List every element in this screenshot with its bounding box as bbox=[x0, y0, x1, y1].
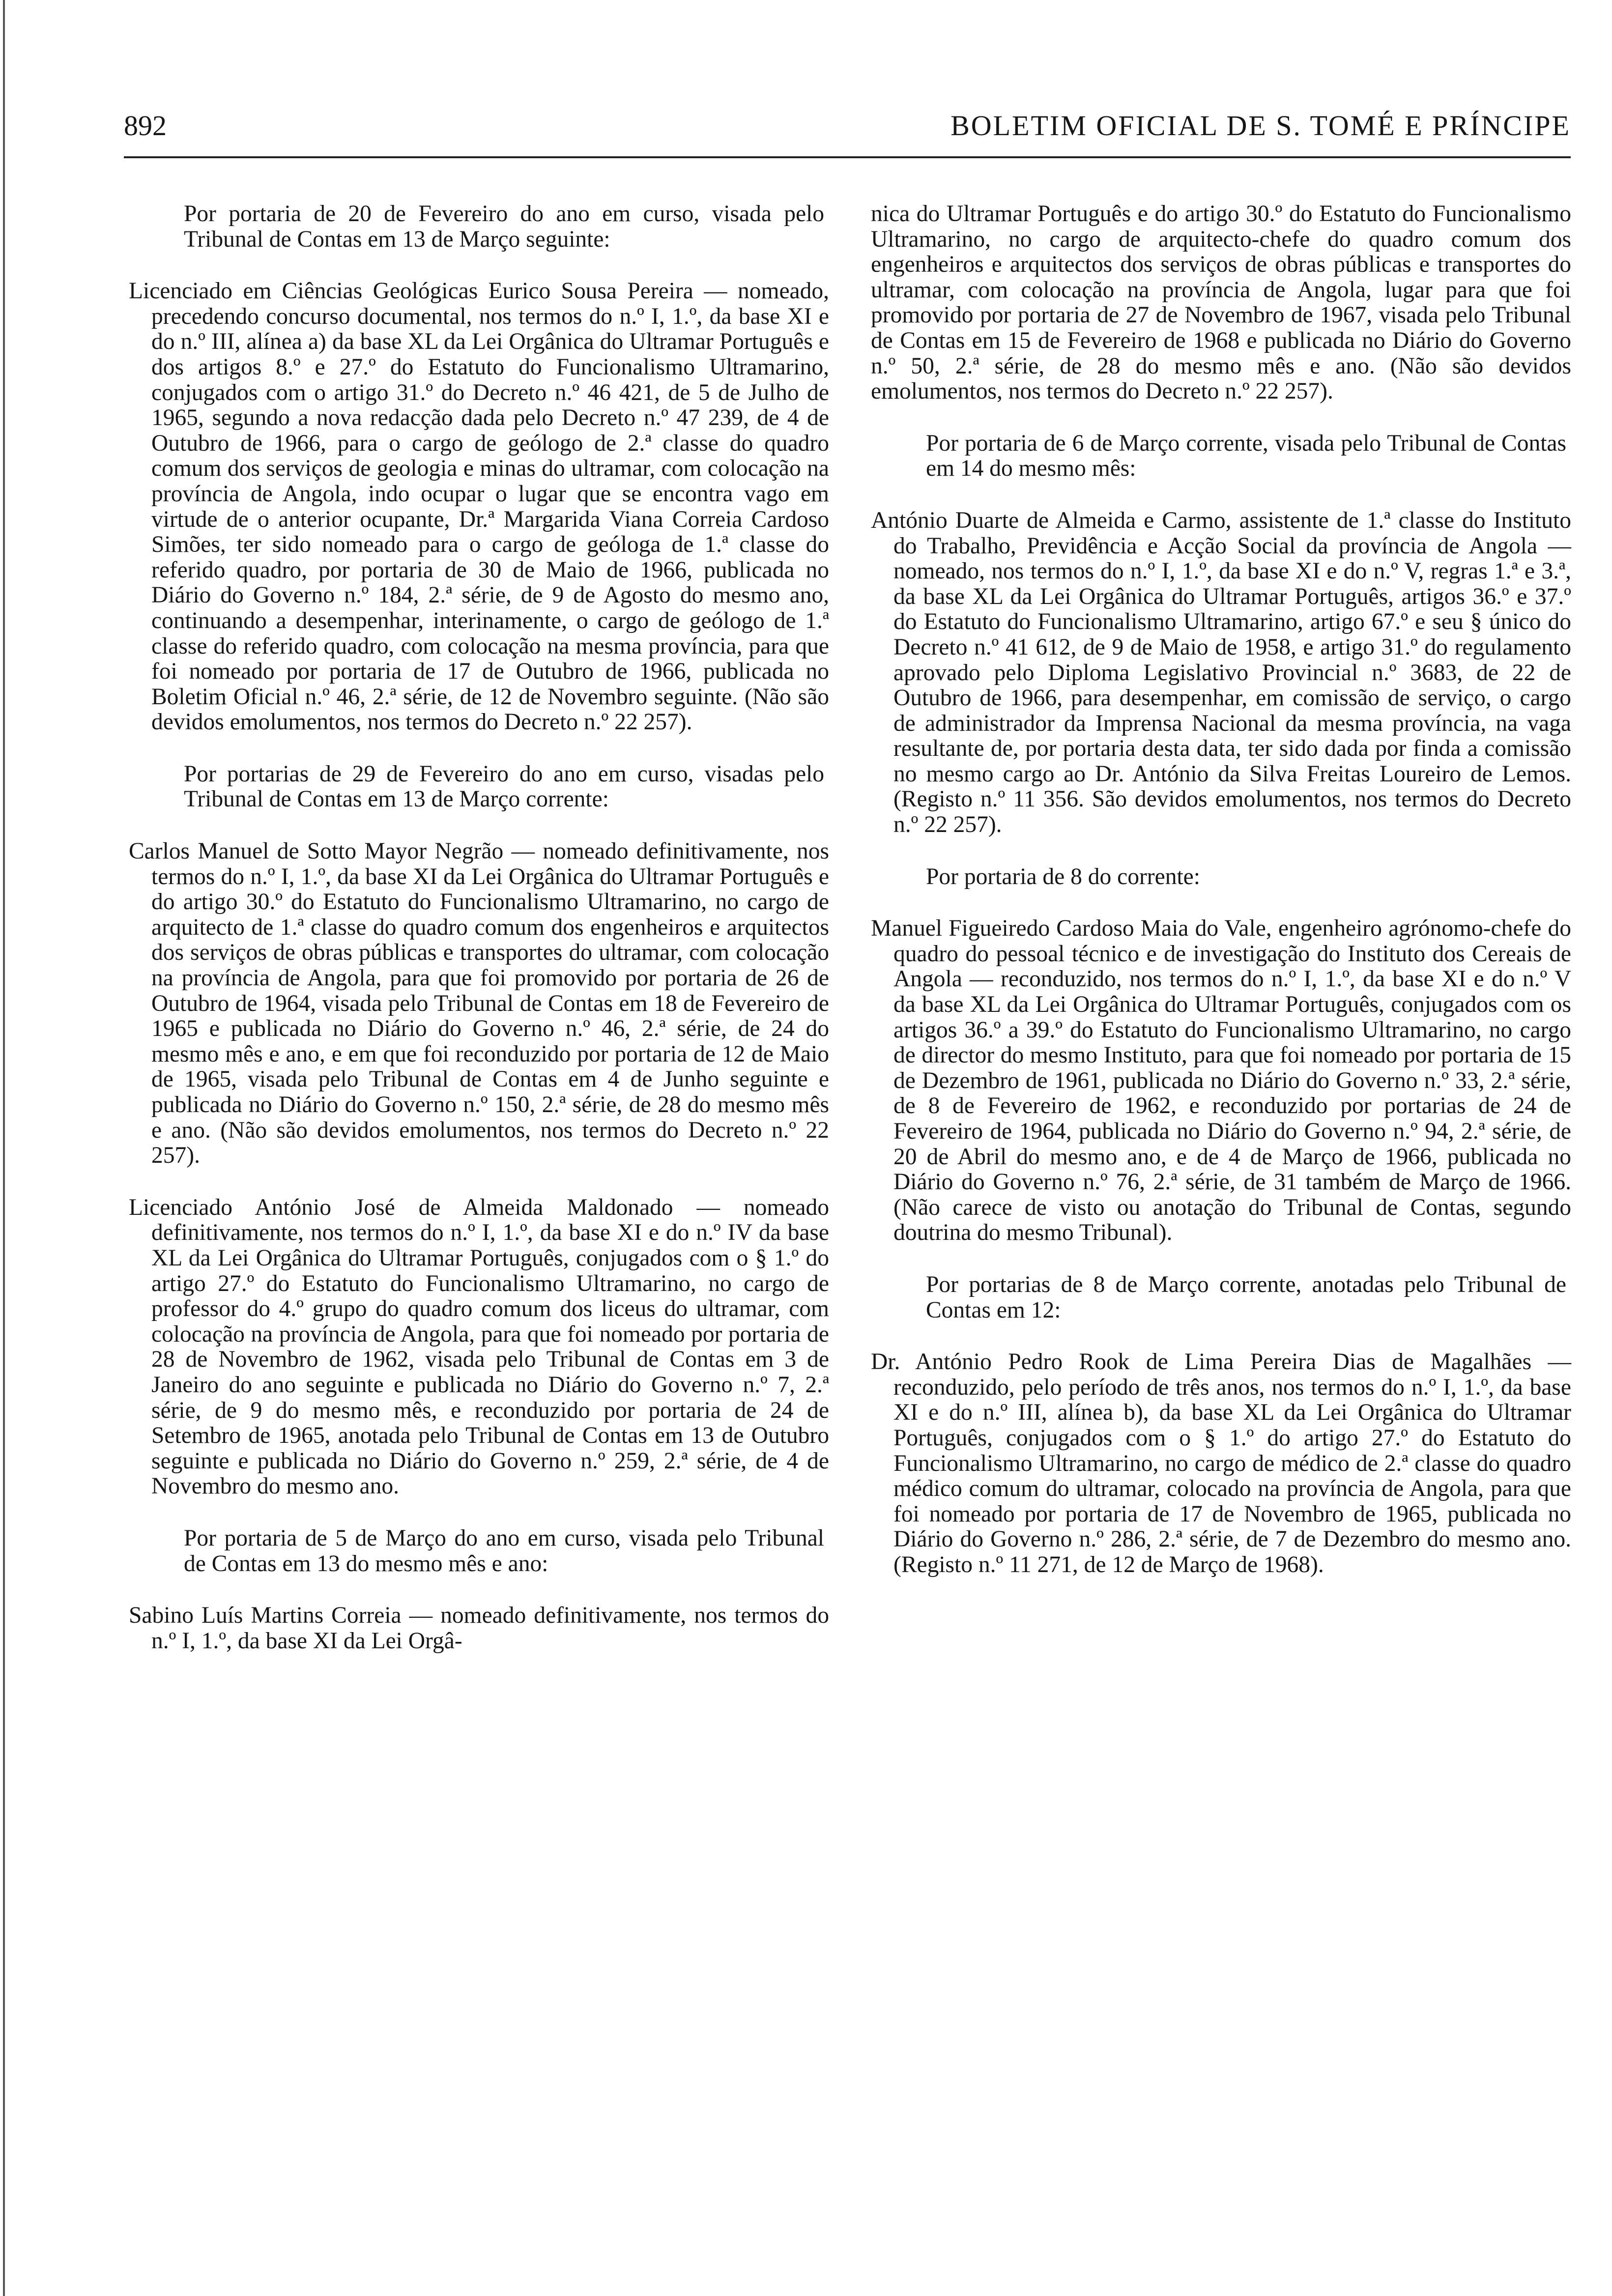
portaria-intro: Por portaria de 8 do corrente: bbox=[926, 863, 1200, 890]
portaria-intro: Por portaria de 5 de Março do ano em curso, visada pelo Tribunal de Contas em 13 do mesmo mês e ano: bbox=[184, 1525, 824, 1577]
appointment-entry bbox=[871, 508, 1571, 838]
entry-text: António Duarte de Almeida e Carmo, assistente de 1.ª classe do Instituto do Trabalho, Previdência e Acção Social da província de Angola — nomeado, nos termos do n.º I, 1.º, da base XI e do n.º V, regras 1.ª e 3.ª, da base XL da Lei Orgânica do Ultramar Português, artigos 36.º e 37.º do Estatuto do Funcionalismo Ultramarino, artigo 67.º e seu § único do Decreto n.º 41 612, de 9 de Maio de 1958, e artigo 31.º do regulamento aprovado pelo Diploma Legislativo Provincial n.º 3683, de 22 de Outubro de 1966, para desempenhar, em comissão de serviço, o cargo de administrador da Imprensa Nacional da mesma província, na vaga resultante de, por portaria desta data, ter sido dada por finda a comissão no mesmo cargo ao Dr. António da Silva Freitas Loureiro de Lemos. (Registo n.º 11 356. São devidos emolumentos, nos termos do Decreto n.º 22 257). bbox=[871, 507, 1571, 838]
running-title: BOLETIM OFICIAL DE S. TOMÉ E PRÍNCIPE bbox=[950, 110, 1571, 142]
page-number: 892 bbox=[124, 110, 167, 142]
left-column bbox=[129, 201, 829, 1680]
appointment-entry bbox=[871, 916, 1571, 1246]
entry-text: Manuel Figueiredo Cardoso Maia do Vale, engenheiro agrónomo-chefe do quadro do pessoal técnico e de investigação do Instituto dos Cereais de Angola — reconduzido, nos termos do n.º I, 1.º, da base XI e do n.º V da base XL da Lei Orgânica do Ultramar Português, conjugados com os artigos 36.º a 39.º do Estatuto do Funcionalismo Ultramarino, no cargo de director do mesmo Instituto, para que foi nomeado por portaria de 15 de Dezembro de 1961, publicada no Diário do Governo n.º 33, 2.ª série, de 8 de Fevereiro de 1962, e reconduzido por portarias de 24 de Fevereiro de 1964, publicada no Diário do Governo n.º 94, 2.ª série, de 20 de Abril do mesmo ano, e de 4 de Março de 1966, publicada no Diário do Governo n.º 76, 2.ª série, de 31 também de Março de 1966. (Não carece de visto ou anotação do Tribunal de Contas, segundo doutrina do mesmo Tribunal). bbox=[871, 916, 1571, 1246]
entry-text: Licenciado em Ciências Geológicas Eurico Sousa Pereira — nomeado, precedendo concurso documental, nos termos do n.º I, 1.º, da base XI e do n.º III, alínea a) da base XL da Lei Orgânica do Ultramar Português e dos artigos 8.º e 27.º do Estatuto do Funcionalismo Ultramarino, conjugados com o artigo 31.º do Decreto n.º 46 421, de 5 de Julho de 1965, segundo a nova redacção dada pelo Decreto n.º 47 239, de 4 de Outubro de 1966, para o cargo de geólogo de 2.ª classe do quadro comum dos serviços de geologia e minas do ultramar, com colocação na província de Angola, indo ocupar o lugar que se encontra vago em virtude de o anterior ocupante, Dr.ª Margarida Viana Correia Cardoso Simões, ter sido nomeado para o cargo de geóloga de 1.ª classe do referido quadro, por portaria de 30 de Maio de 1966, publicada no Diário do Governo n.º 184, 2.ª série, de 9 de Agosto do mesmo ano, continuando a desempenhar, interinamente, o cargo de geólogo de 1.ª classe do referido quadro, com colocação na mesma província, para que foi nomeado por portaria de 17 de Outubro de 1966, publicada no Boletim Oficial n.º 46, 2.ª série, de 12 de Novembro seguinte. (Não são devidos emolumentos, nos termos do Decreto n.º 22 257). bbox=[129, 278, 829, 735]
entry-text: Licenciado António José de Almeida Maldonado — nomeado definitivamente, nos termos do n.º I, 1.º, da base XI e do n.º IV da base XL da Lei Orgânica do Ultramar Português, conjugados com o § 1.º do artigo 27.º do Estatuto do Funcionalismo Ultramarino, no cargo de professor do 4.º grupo do quadro comum dos liceus do ultramar, com colocação na província de Angola, para que foi nomeado por portaria de 28 de Novembro de 1962, visada pelo Tribunal de Contas em 3 de Janeiro do ano seguinte e publicada no Diário do Governo n.º 7, 2.ª série, de 9 do mesmo mês, e reconduzido por portaria de 24 de Setembro de 1965, anotada pelo Tribunal de Contas em 13 de Outubro seguinte e publicada no Diário do Governo n.º 259, 2.ª série, de 4 de Novembro do mesmo ano. bbox=[129, 1194, 829, 1499]
portaria-intro: Por portaria de 6 de Março corrente, visada pelo Tribunal de Contas em 14 do mesmo mês: bbox=[926, 430, 1566, 482]
right-column bbox=[871, 201, 1571, 1605]
portaria-intro: Por portarias de 29 de Fevereiro do ano em curso, visadas pelo Tribunal de Contas em 13 de Março corrente: bbox=[184, 761, 824, 812]
appointment-entry bbox=[129, 1603, 829, 1654]
portaria-intro: Por portarias de 8 de Março corrente, anotadas pelo Tribunal de Contas em 12: bbox=[926, 1271, 1566, 1323]
continued-entry: nica do Ultramar Português e do artigo 30.º do Estatuto do Funcionalismo Ultramarino, no cargo de arquitecto-chefe do quadro comum dos engenheiros e arquitectos dos serviços de obras públicas e transportes do ultramar, com colocação na província de Angola, lugar para que foi promovido por portaria de 27 de Novembro de 1967, visada pelo Tribunal de Contas em 15 de Fevereiro de 1968 e publicada no Diário do Governo n.º 50, 2.ª série, de 28 do mesmo mês e ano. (Não são devidos emolumentos, nos termos do Decreto n.º 22 257). bbox=[871, 201, 1571, 404]
portaria-intro: Por portaria de 20 de Fevereiro do ano em curso, visada pelo Tribunal de Contas em 13 de Março seguinte: bbox=[184, 201, 824, 252]
appointment-entry bbox=[129, 279, 829, 735]
page-edge bbox=[3, 0, 5, 2296]
entry-text: Carlos Manuel de Sotto Mayor Negrão — nomeado definitivamente, nos termos do n.º I, 1.º, da base XI da Lei Orgânica do Ultramar Português e do artigo 30.º do Estatuto do Funcionalismo Ultramarino, no cargo de arquitecto de 1.ª classe do quadro comum dos engenheiros e arquitectos dos serviços de obras públicas e transportes do ultramar, com colocação na província de Angola, para que foi promovido por portaria de 26 de Outubro de 1964, visada pelo Tribunal de Contas em 18 de Fevereiro de 1965 e publicada no Diário do Governo n.º 46, 2.ª série, de 24 do mesmo mês e ano, e em que foi reconduzido por portaria de 12 de Maio de 1965, visada pelo Tribunal de Contas em 4 de Junho seguinte e publicada no Diário do Governo n.º 150, 2.ª série, de 28 do mesmo mês e ano. (Não são devidos emolumentos, nos termos do Decreto n.º 22 257). bbox=[129, 838, 829, 1169]
appointment-entry bbox=[871, 1349, 1571, 1578]
header-rule bbox=[124, 156, 1571, 158]
entry-text: Dr. António Pedro Rook de Lima Pereira Dias de Magalhães — reconduzido, pelo período de três anos, nos termos do n.º I, 1.º, da base XI e do n.º III, alínea b), da base XL da Lei Orgânica do Ultramar Português, conjugados com o § 1.º do artigo 27.º do Estatuto do Funcionalismo Ultramarino, no cargo de médico de 2.ª classe do quadro médico comum do ultramar, colocado na província de Angola, para que foi nomeado por portaria de 17 de Novembro de 1965, publicada no Diário do Governo n.º 286, 2.ª série, de 7 de Dezembro do mesmo ano. (Registo n.º 11 271, de 12 de Março de 1968). bbox=[871, 1349, 1571, 1578]
entry-text: Sabino Luís Martins Correia — nomeado definitivamente, nos termos do n.º I, 1.º, da base XI da Lei Orgâ- bbox=[129, 1603, 829, 1654]
appointment-entry bbox=[129, 839, 829, 1169]
appointment-entry bbox=[129, 1195, 829, 1499]
